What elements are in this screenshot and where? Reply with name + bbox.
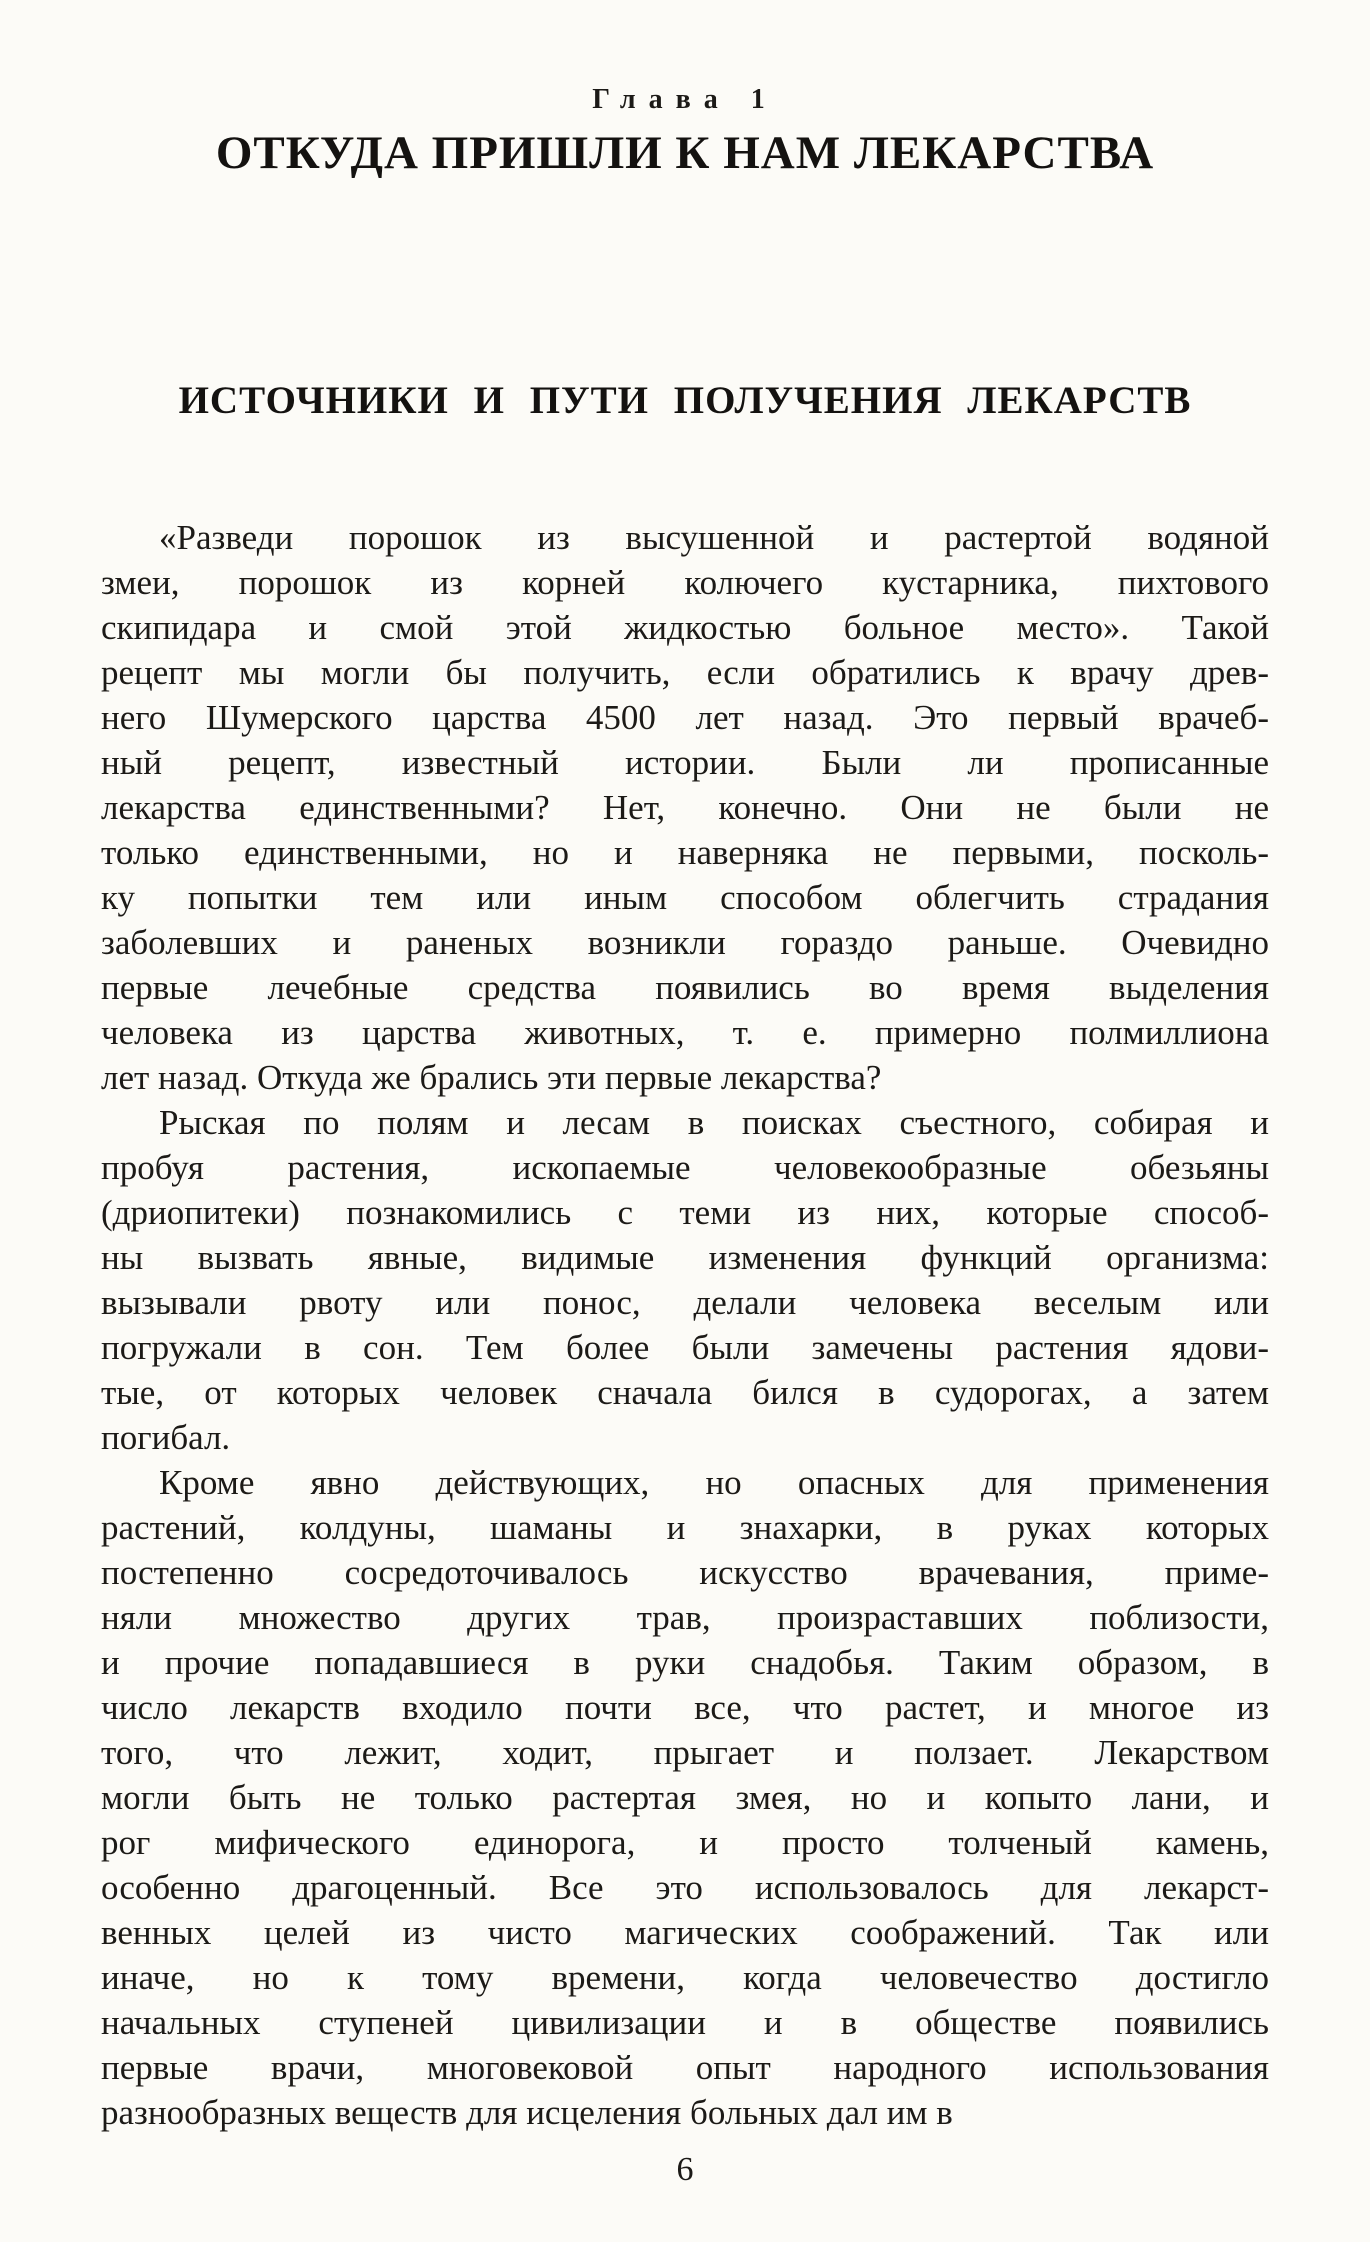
chapter-label: Глава 1 — [592, 84, 778, 115]
text-line: Рыская по полям и лесам в поисках съестного, собирая и — [159, 1103, 1269, 1142]
text-line: особенно драгоценный. Все это использовалось для лекарст- — [101, 1868, 1269, 1907]
text-line: ку попытки тем или иным способом облегчить страдания — [101, 878, 1269, 917]
chapter-title: ОТКУДА ПРИШЛИ К НАМ ЛЕКАРСТВА — [215, 127, 1155, 179]
text-line: него Шумерского царства 4500 лет назад. Это первый врачеб- — [101, 698, 1269, 737]
text-line: вызывали рвоту или понос, делали человека веселым или — [101, 1283, 1269, 1322]
text-line: первые лечебные средства появились во время выделения — [101, 968, 1269, 1007]
text-line: Кроме явно действующих, но опасных для применения — [159, 1463, 1269, 1502]
text-line: пробуя растения, ископаемые человекообразные обезьяны — [101, 1148, 1269, 1187]
text-line: «Разведи порошок из высушенной и растертой водяной — [159, 518, 1269, 557]
text-line: и прочие попадавшиеся в руки снадобья. Таким образом, в — [101, 1643, 1269, 1682]
page-number: 6 — [676, 2151, 694, 2188]
text-line: погружали в сон. Тем более были замечены растения ядови- — [101, 1328, 1269, 1367]
text-line: лекарства единственными? Нет, конечно. Они не были не — [101, 788, 1269, 827]
text-line: постепенно сосредоточивалось искусство врачевания, приме- — [101, 1553, 1269, 1592]
text-line: растений, колдуны, шаманы и знахарки, в руках которых — [101, 1508, 1269, 1547]
text-line: скипидара и смой этой жидкостью больное место». Такой — [101, 608, 1269, 647]
text-line: венных целей из чисто магических соображений. Так или — [101, 1913, 1269, 1952]
text-line: тые, от которых человек сначала бился в судорогах, а затем — [101, 1373, 1269, 1412]
text-line: змеи, порошок из корней колючего кустарника, пихтового — [101, 563, 1269, 602]
text-line: первые врачи, многовековой опыт народного использования — [101, 2048, 1269, 2087]
text-line: могли быть не только растертая змея, но и копыто лани, и — [101, 1778, 1269, 1817]
text-line: лет назад. Откуда же брались эти первые лекарства? — [101, 1058, 882, 1097]
text-line: ны вызвать явные, видимые изменения функций организма: — [101, 1238, 1269, 1277]
text-line: погибал. — [101, 1418, 231, 1457]
text-line: няли множество других трав, произраставших поблизости, — [101, 1598, 1269, 1637]
paragraph — [101, 515, 1269, 1100]
paragraph — [101, 1460, 1269, 2135]
text-line: заболевших и раненых возникли гораздо раньше. Очевидно — [101, 923, 1269, 962]
text-line: (дриопитеки) познакомились с теми из них, которые способ- — [101, 1193, 1269, 1232]
text-line: того, что лежит, ходит, прыгает и ползает. Лекарством — [101, 1733, 1269, 1772]
text-line: разнообразных веществ для исцеления больных дал им в — [101, 2093, 953, 2132]
section-heading: ИСТОЧНИКИ И ПУТИ ПОЛУЧЕНИЯ ЛЕКАРСТВ — [178, 379, 1192, 422]
text-line: рог мифического единорога, и просто толченый камень, — [101, 1823, 1269, 1862]
text-line: только единственными, но и наверняка не первыми, посколь- — [101, 833, 1269, 872]
text-line: человека из царства животных, т. е. примерно полмиллиона — [101, 1013, 1269, 1052]
paragraph — [101, 1100, 1269, 1460]
text-line: число лекарств входило почти все, что растет, и многое из — [101, 1688, 1269, 1727]
body-text — [101, 515, 1269, 2135]
text-line: рецепт мы могли бы получить, если обратились к врачу древ- — [101, 653, 1269, 692]
text-line: иначе, но к тому времени, когда человечество достигло — [101, 1958, 1269, 1997]
text-line: ный рецепт, известный истории. Были ли прописанные — [101, 743, 1269, 782]
text-line: начальных ступеней цивилизации и в обществе появились — [101, 2003, 1269, 2042]
